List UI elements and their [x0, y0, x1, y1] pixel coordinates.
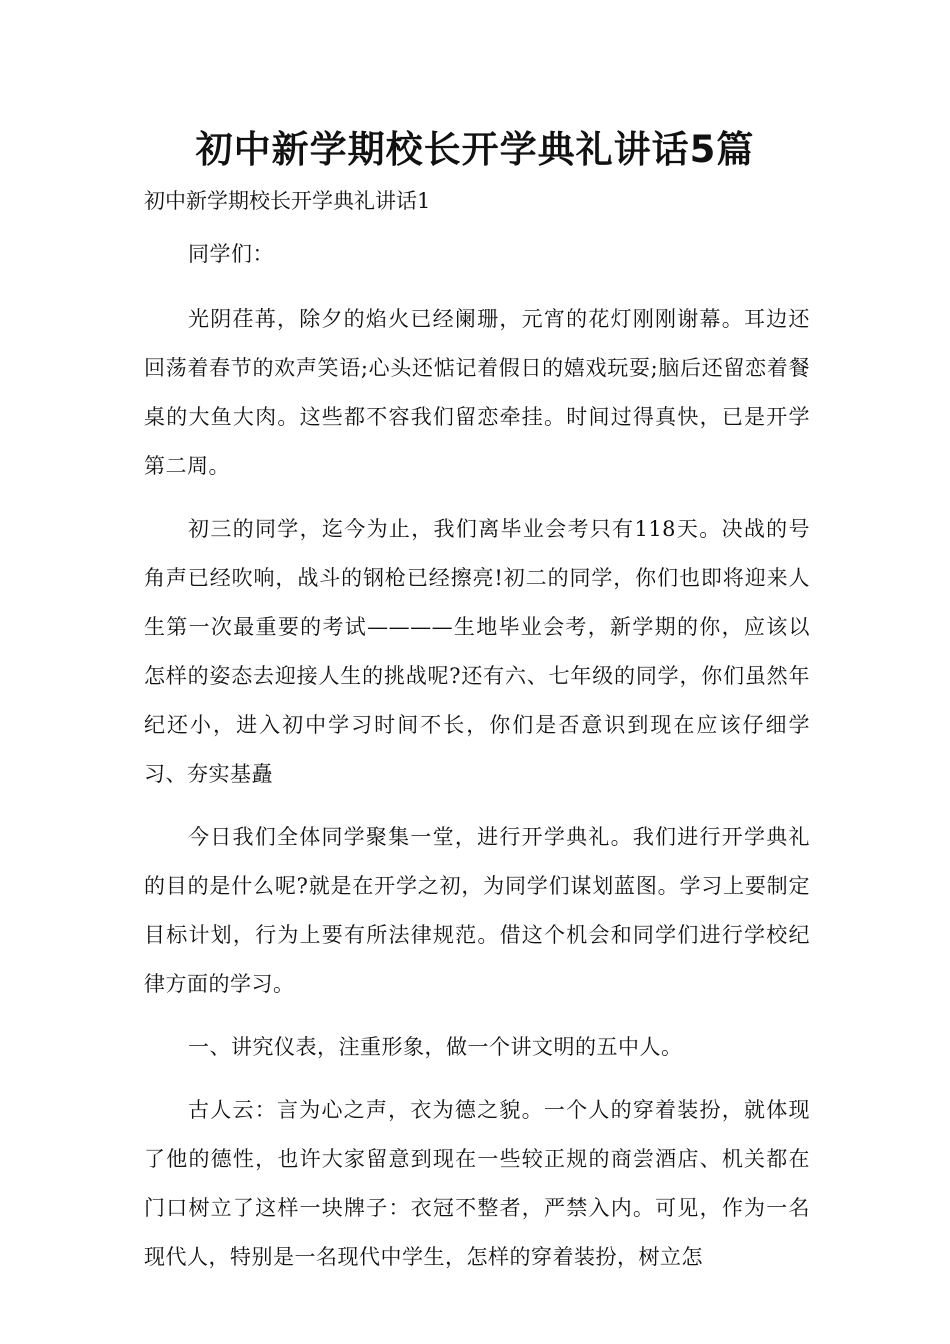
paragraph: 古人云：言为心之声，衣为德之貌。一个人的穿着装扮，就体现了他的德性，也许大家留意到现在一些较正规的商尝酒店、机关都在门口树立了这样一块牌子：衣冠不整者，严禁入内。可见，作为一名现代人，特别是一名现代中学生，怎样的穿着装扮，树立怎 [144, 1098, 810, 1269]
paragraph-greeting: 同学们： [188, 242, 274, 266]
section-heading: 初中新学期校长开学典礼讲话1 [144, 189, 431, 213]
paragraph: 初三的同学，迄今为止，我们离毕业会考只有118天。决战的号角声已经吹响，战斗的钢枪已经擦亮!初二的同学，你们也即将迎来人生第一次最重要的考试————生地毕业会考，新学期的你，应该以怎样的姿态去迎接人生的挑战呢?还有六、七年级的同学，你们虽然年纪还小，进入初中学习时间不长，你们是否意识到现在应该仔细学习、夯实基矗 [144, 517, 810, 786]
document-title: 初中新学期校长开学典礼讲话5篇 [195, 128, 755, 171]
paragraph: 光阴荏苒，除夕的焰火已经阑珊，元宵的花灯刚刚谢幕。耳边还回荡着春节的欢声笑语;心头还惦记着假日的嬉戏玩耍;脑后还留恋着餐桌的大鱼大肉。这些都不容我们留恋牵挂。时间过得真快，已是开学第二周。 [144, 307, 810, 478]
document-body [144, 230, 810, 1296]
paragraph: 今日我们全体同学聚集一堂，进行开学典礼。我们进行开学典礼的目的是什么呢?就是在开学之初，为同学们谋划蓝图。学习上要制定目标计划，行为上要有所法律规范。借这个机会和同学们进行学校纪律方面的学习。 [144, 825, 810, 996]
paragraph: 一、讲究仪表，注重形象，做一个讲文明的五中人。 [188, 1035, 683, 1059]
